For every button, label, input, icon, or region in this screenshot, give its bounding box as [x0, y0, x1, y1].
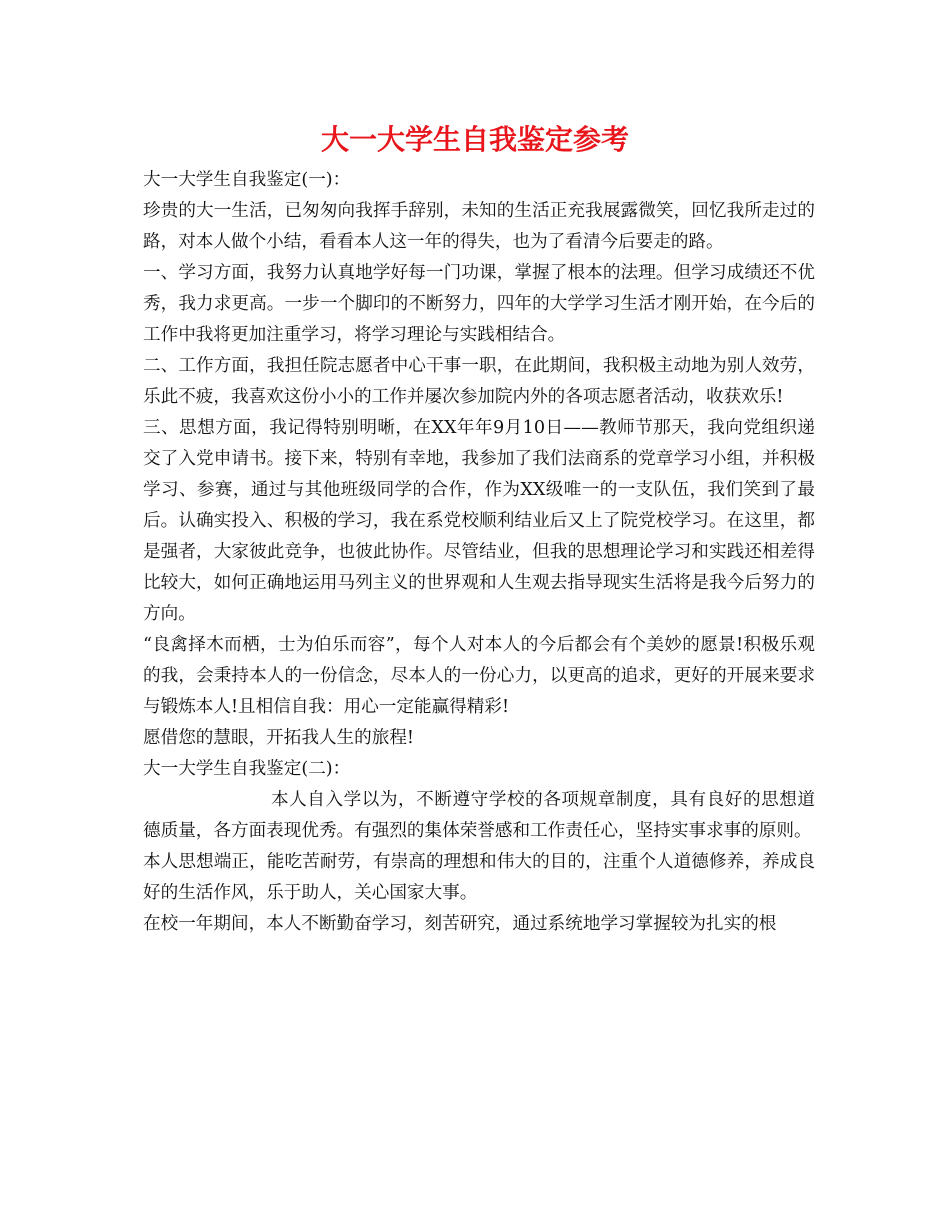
document-body [143, 165, 815, 940]
document-title: 大一大学生自我鉴定参考 [320, 123, 629, 156]
paragraph-study-2: 在校一年期间，本人不断勤奋学习，刻苦研究，通过系统地学习掌握较为扎实的根 [143, 914, 777, 934]
section-heading-2: 大一大学生自我鉴定(二)： [143, 759, 351, 779]
paragraph-intro: 珍贵的大一生活，已匆匆向我挥手辞别，未知的生活正充我展露微笑，回忆我所走过的路，对本人做个小结，看看本人这一年的得失，也为了看清今后要走的路。 [143, 201, 815, 252]
paragraph-closing: 愿借您的慧眼，开拓我人生的旅程! [143, 728, 414, 748]
paragraph-character: 本人思想端正，能吃苦耐劳，有崇高的理想和伟大的目的，注重个人道德修养，养成良好的生活作风，乐于助人，关心国家大事。 [143, 852, 815, 903]
paragraph-thought: 三、思想方面，我记得特别明晰，在XX年年9月10日——教师节那天，我向党组织递交了入党申请书。接下来，特别有幸地，我参加了我们法商系的党章学习小组，并积极学习、参赛，通过与其他班级同学的合作，作为XX级唯一的一支队伍，我们笑到了最后。认确实投入、积极的学习，我在系党校顺利结业后又上了院党校学习。在这里，都是强者，大家彼此竞争，也彼此协作。尽管结业，但我的思想理论学习和实践还相差得比较大，如何正确地运用马列主义的世界观和人生观去指导现实生活将是我今后努力的方向。 [143, 418, 815, 624]
paragraph-quote: “良禽择木而栖，士为伯乐而容”，每个人对本人的今后都会有个美妙的愿景!积极乐观的我，会秉持本人的一份信念，尽本人的一份心力，以更高的追求，更好的开展来要求与锻炼本人!且相信自我：用心一定能赢得精彩! [143, 635, 815, 717]
paragraph-conduct: 本人自入学以为，不断遵守学校的各项规章制度，具有良好的思想道德质量，各方面表现优秀。有强烈的集体荣誉感和工作责任心，坚持实事求事的原则。 [143, 790, 815, 841]
paragraph-study: 一、学习方面，我努力认真地学好每一门功课，掌握了根本的法理。但学习成绩还不优秀，我力求更高。一步一个脚印的不断努力，四年的大学学习生活才刚开始，在今后的工作中我将更加注重学习，将学习理论与实践相结合。 [143, 263, 815, 345]
section-heading-1: 大一大学生自我鉴定(一)： [143, 170, 351, 190]
paragraph-work: 二、工作方面，我担任院志愿者中心干事一职，在此期间，我积极主动地为别人效劳，乐此不疲，我喜欢这份小小的工作并屡次参加院内外的各项志愿者活动，收获欢乐! [143, 356, 815, 407]
